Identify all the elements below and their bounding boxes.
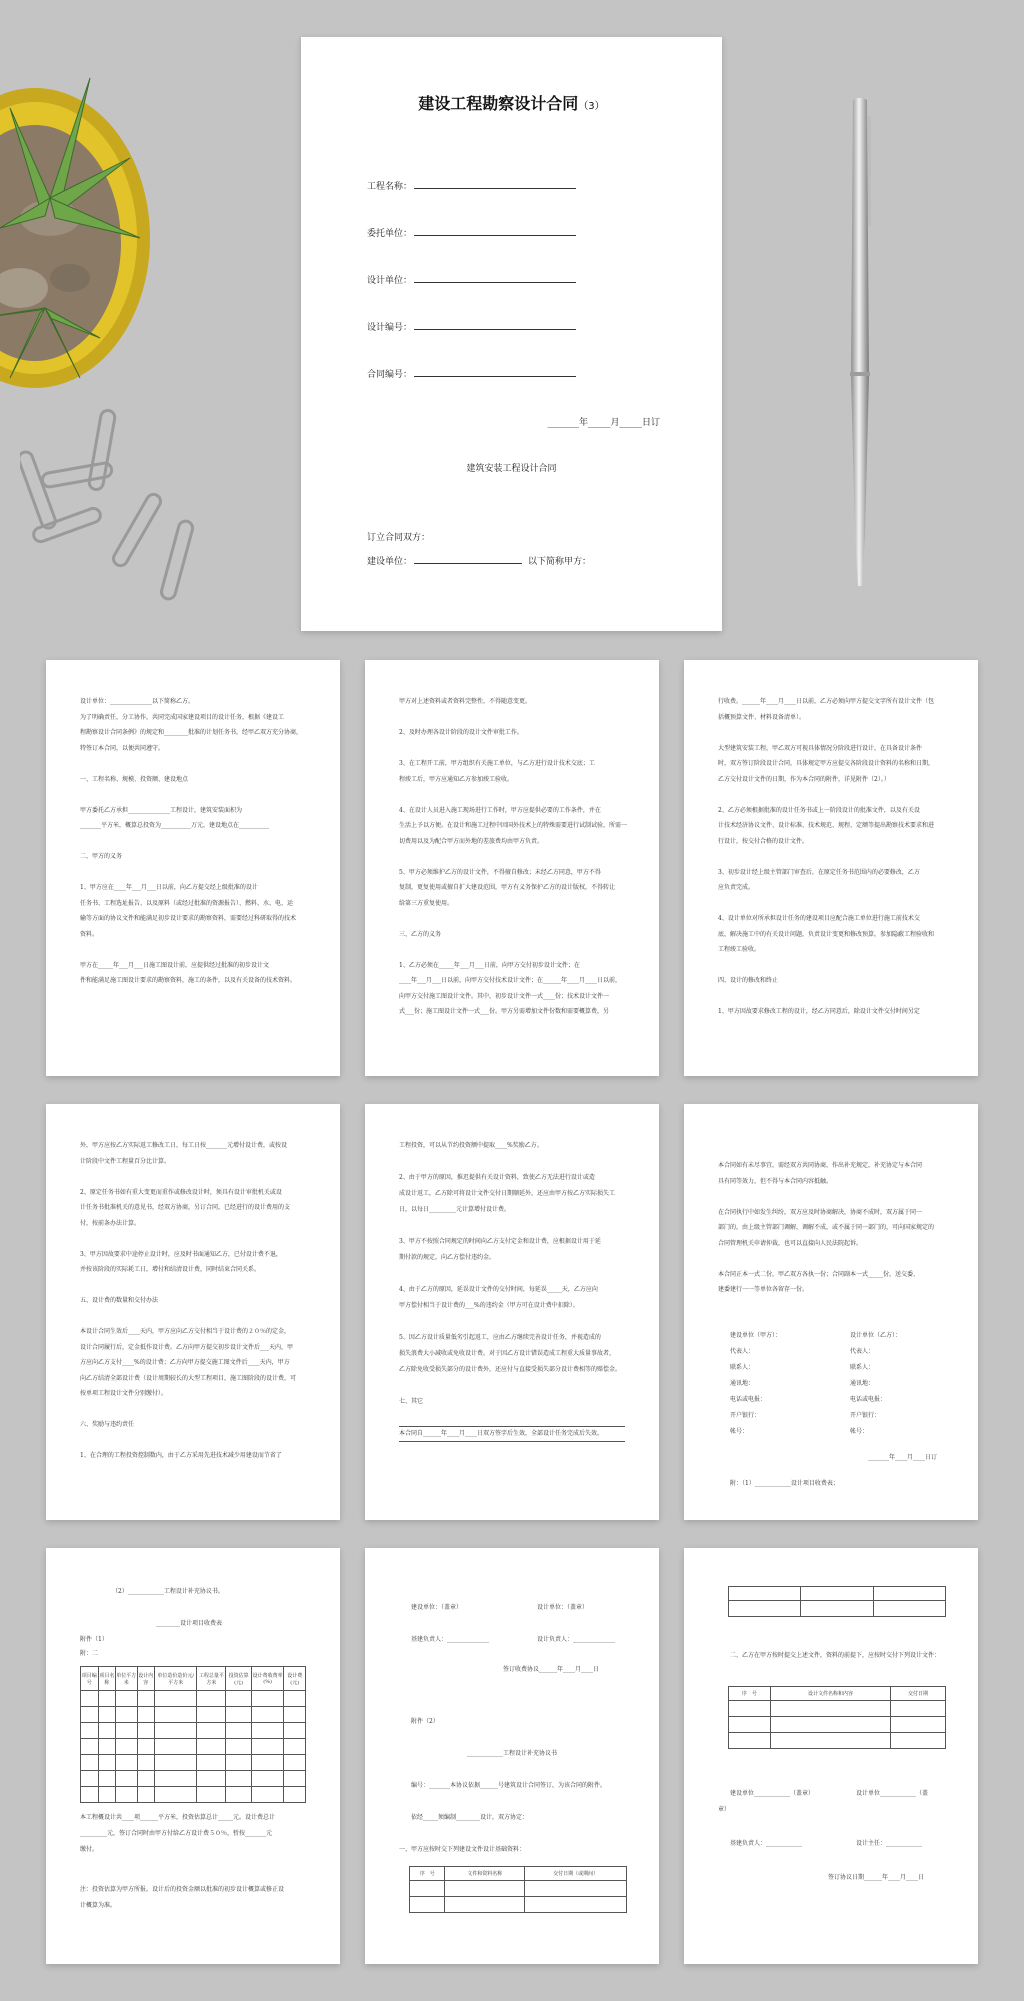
table-cell [284,1755,306,1771]
table-cell [116,1691,137,1707]
sign-label: 设计主任：____________ [856,1840,923,1847]
table-cell [137,1787,155,1803]
table-cell [410,1881,445,1897]
table-cell [116,1723,137,1739]
table-row [81,1723,306,1739]
text-line: 四、设计的修改和终止 [718,977,779,984]
signature-field: 代表人： [730,1348,755,1355]
table-cell [226,1787,251,1803]
text-line: 本合同正本一式二份，甲乙双方各执一份；合同副本一式_____份，送交委、 [718,1270,920,1278]
table-cell [98,1787,116,1803]
signature-field: 帐号： [850,1428,869,1435]
text-line: 4、由于乙方的原因，延误设计文件的交付时间，每延误_____天，乙方应向 [399,1286,598,1293]
text-line: 4、在设计人员进入施工现场进行工作时，甲方应提供必要的工作条件，并在 [399,806,601,814]
text-line: 损失浪费大小减收或免收设计费。对于因乙方设计错误造成工程重大质量事故者， [399,1350,616,1357]
text-line: 复制，更复使用或擅自扩大建设范围，甲方有义务保护乙方的设计版权，不得转让 [399,884,616,891]
table-header-row [729,1687,946,1701]
table-cell [155,1787,197,1803]
text-line: 2、乙方必须根据批准的设计任务书或上一阶段设计的批准文件，以及有关设 [718,806,920,814]
sign-label: 基建负责人：____________ [730,1840,803,1847]
table-cell [98,1723,116,1739]
table-cell [155,1771,197,1787]
contract-page-4 [684,660,978,1076]
text-line: 为了明确责任，分工协作，共同完成国家建设项目的设计任务，根据《建设工 [80,713,285,721]
supplement-text: 二、乙方在甲方按时提交上述文件，资料的前提下，应按时交付下列设计文件： [730,1652,941,1659]
table-row [729,1701,946,1717]
seal-label: 章） [718,1806,731,1813]
table-header-cell: 序 号 [410,1867,445,1881]
table-cell [137,1707,155,1723]
text-line: 计阶段中文件工程量百分比计算。 [80,1157,171,1165]
table-cell [226,1739,251,1755]
text-line: 三、乙方的义务 [399,930,442,938]
text-line: ____年___月___日以前，向甲方交付技术设计文件；在______年____月____日以前， [399,977,622,984]
appendix-line: 附：（1）____________设计项目收费表； [730,1480,839,1487]
table-row [81,1707,306,1723]
table-header-cell: 设计内容 [137,1667,155,1691]
text-line: 工程投资，可以从节约投资额中提取____%奖励乙方。 [399,1142,543,1149]
sign-date: 签订收费协议______年____月____日 [503,1666,600,1673]
table-row [410,1897,627,1913]
table-cell [729,1701,771,1717]
table-cell [81,1691,99,1707]
text-line: 设计单位：______________以下简称乙方。 [80,698,195,705]
table-cell [770,1701,890,1717]
contract-number-field: 合同编号： [367,367,576,380]
table-cell [891,1733,946,1749]
fee-summary: 缴付。 [80,1846,99,1853]
fee-table [80,1666,306,1803]
table-cell [284,1723,306,1739]
design-unit-field: 设计单位： [367,273,576,286]
table-cell [729,1717,771,1733]
table-cell [251,1739,284,1755]
table-cell [137,1771,155,1787]
table-cell [137,1755,155,1771]
text-line: 部门的，由上级主管部门调解，调解不成，或不属于同一部门的，可向国家规定的 [718,1224,935,1231]
appendix-line: （2）____________工程设计补充协议书。 [112,1588,224,1595]
text-line: 付，按前条办法计算。 [80,1219,141,1227]
table-cell [81,1755,99,1771]
text-line: 甲方对上述资料或者资料完整性，不得随意变更。 [399,698,532,705]
contract-subtitle: 建筑安装工程设计合同 [466,464,557,474]
party-a-line: 建设单位： 以下简称甲方： [367,557,592,567]
signature-field: 设计单位（乙方）： [850,1332,902,1339]
seal-label: 设计单位：（盖章） [537,1604,589,1611]
table-row [410,1881,627,1897]
table-cell [873,1587,945,1601]
design-document-table [728,1686,946,1749]
sign-date: _______年_____月_____日订 [547,418,660,428]
table-cell [801,1587,873,1601]
contract-page-5 [46,1104,340,1520]
text-line: 本合同自______年____月____日双方签字后生效，全部设计任务完成后失效。 [399,1430,604,1437]
table-cell [197,1739,226,1755]
table-header-cell: 单位平方米 [116,1667,137,1691]
table-cell [197,1771,226,1787]
signature-field: 帐号： [730,1428,749,1435]
table-header-row [81,1667,306,1691]
divider [399,1426,625,1427]
table-header-cell: 项目名称 [98,1667,116,1691]
table-cell [251,1771,284,1787]
text-line: 5、甲方必须维护乙方的设计文件，不得擅自修改；未经乙方同意，甲方不得 [399,868,601,876]
table-cell [226,1723,251,1739]
table-cell [284,1739,306,1755]
text-line: 时，双方签订阶段设计合同，具体规定甲方应提交各阶段设计资料的名称和日期， [718,760,935,767]
table-cell [525,1881,627,1897]
signature-field: 通讯地： [730,1380,755,1387]
seal-label: 建设单位：（盖章） [411,1604,463,1611]
text-line: 任务书、工程选址报告、以及原料（或经过批准的资源报告）、燃料、水、电、运 [80,899,294,907]
table-cell [891,1701,946,1717]
contract-page-2 [46,660,340,1076]
sign-label: 设计负责人：______________ [537,1636,616,1643]
text-line: 2、及时办理各设计阶段的设计文件审批工作。 [399,729,523,736]
table-cell [197,1787,226,1803]
text-line: 甲方在_____年___月___日施工图设计前，应提供经过批准的初步设计文 [80,961,270,969]
table-cell [155,1691,197,1707]
seal-label: 建设单位____________（盖章） [730,1790,815,1797]
text-line: 3、初步设计经上级主管部门审查后，在原定任务书范围内的必要修改，乙方 [718,868,920,876]
table-cell [445,1881,525,1897]
text-line: 1、在合理的工程投资控制数内，由于乙方采用先进技术减少用建设而节省了 [80,1452,282,1459]
table-cell [226,1691,251,1707]
table-cell [873,1601,945,1617]
text-line: 应负责完成。 [718,884,755,891]
text-line: 二、甲方的义务 [80,853,123,860]
text-line: 乙方除免收受损失部分的设计费外，还应付与直接受损失部分设计费相等的赔偿金。 [399,1366,622,1373]
text-line: 日，以每日_________元计算增付设计费。 [399,1206,511,1213]
fee-summary: _________元，签订合同时由甲方付给乙方设计费５０％，暂按_______元 [80,1830,273,1837]
table-cell [251,1755,284,1771]
text-line: 输等方面的协议文件和能满足初步设计要求的勘察资料，需要经过科研取得的技术 [80,915,297,922]
table-cell [284,1707,306,1723]
table-cell [197,1723,226,1739]
note: 计概算为准。 [80,1902,117,1909]
sign-date: 签订协议日期______年____月____日 [828,1874,925,1881]
paper-clips-decoration [20,400,210,620]
table-cell [891,1717,946,1733]
text-line: 2、原定任务书如有重大变更而重作或修改设计时，须具有设计审批机关或设 [80,1188,282,1196]
text-line: 工程竣工验收。 [718,946,761,953]
text-line: 成设计返工，乙方除可将设计文件交付日期顺延外，还应由甲方按乙方实际损失工 [399,1190,616,1197]
pen-decoration [835,96,885,596]
signature-field: 联系人： [850,1364,875,1371]
text-line: 5、因乙方设计质量低劣引起返工，应由乙方继续完善设计任务，并视造成的 [399,1334,601,1341]
table-cell [137,1723,155,1739]
text-line: 一、工程名称、规模、投资额、建设地点 [80,775,189,783]
table-row [729,1717,946,1733]
table-header-cell: 设计费(元) [284,1667,306,1691]
text-line: 1、甲方应在____年___月___日以前，向乙方提交经上级批准的设计 [80,884,258,891]
sign-label: 基建负责人：______________ [411,1636,490,1643]
text-line: 生活上予以方便。在设计和施工过程中因国外技术上的特殊需要进行试制试验，所需一 [399,822,628,829]
text-line: 行设计，按交付合格的设计文件。 [718,837,809,845]
table-cell [284,1691,306,1707]
table-header-cell: 投资估算(元) [226,1667,251,1691]
table-cell [155,1707,197,1723]
table-cell [770,1733,890,1749]
party-heading: 订立合同双方： [367,533,431,543]
text-line: 程竣工后，甲方应通知乙方参加竣工验收。 [399,775,514,783]
text-line: 具有同等效力，但不得与本合同内容抵触。 [718,1177,833,1185]
table-cell [410,1897,445,1913]
contract-page-3 [365,660,659,1076]
table-cell [81,1771,99,1787]
table-cell [155,1755,197,1771]
table-cell [284,1787,306,1803]
table-header-cell: 交付日期 [891,1687,946,1701]
seal-label: 设计单位____________（盖 [856,1790,929,1797]
sign-date: _______年____月____日订 [868,1454,938,1461]
table-cell [116,1787,137,1803]
contract-page-6 [365,1104,659,1520]
text-line: 七、其它 [399,1398,424,1405]
table-cell [284,1771,306,1787]
table-cell [251,1691,284,1707]
table-cell [155,1723,197,1739]
text-line: 计任务书批准机关的意见书，经双方协商，另订合同，已经进行的设计费用的支 [80,1204,291,1211]
text-line: 给第三方重复使用。 [399,899,454,907]
text-line: 切费用以及为配合甲方而外地的差旅费均由甲方负责。 [399,837,544,845]
table-cell [116,1739,137,1755]
signature-field: 代表人： [850,1348,875,1355]
table-header-cell: 文件和资料名称 [445,1867,525,1881]
contract-page-10 [684,1548,978,1964]
design-number-field: 设计编号： [367,320,576,333]
table-cell [525,1897,627,1913]
supplement-text: 依经_____须编制________设计，双方协定： [411,1814,529,1821]
text-line: 五、设计费的数量和交付办法 [80,1297,159,1304]
table-cell [226,1707,251,1723]
table-cell [251,1723,284,1739]
table-cell [98,1755,116,1771]
signature-field: 开户银行： [730,1412,761,1419]
text-line: 六、奖励与违约责任 [80,1421,135,1428]
table-cell [116,1707,137,1723]
text-line: 资料。 [80,930,99,938]
text-line: 3、甲方因故要求中途停止设计时，应及时书面通知乙方，已付设计费不退， [80,1250,282,1258]
text-line: 3、在工程开工前，甲方组织有关施工单位，与乙方进行设计技术交底；工 [399,760,595,767]
table-row [81,1787,306,1803]
table-header-cell: 单位造价造价元/平方米 [155,1667,197,1691]
project-name-field: 工程名称： [367,179,576,192]
supplement-text: 一、甲方应按时交下列建设文件设计基础资料： [399,1846,526,1853]
table-cell [98,1691,116,1707]
table-header-cell: 交付日期（或期间） [525,1867,627,1881]
document-table [409,1866,627,1913]
appendix-label: 附件（2） [411,1718,439,1725]
contract-title: 建设工程勘察设计合同（3） [418,94,605,113]
text-line: 计技术经济协议文件、设计标准、技术规范、规程、定额等提出勘察技术要求和进 [718,822,935,829]
text-line: 建委建行一一等单位各留存一份。 [718,1286,809,1293]
contract-page-7 [684,1104,978,1520]
text-line: 括概预算文件、材料设备清单）。 [718,713,806,721]
table-cell [251,1787,284,1803]
table-cell [137,1739,155,1755]
text-line: 并按该阶段的实际耗工日，增付和结清设计费，同时结束合同关系。 [80,1266,261,1273]
signature-field: 开户银行： [850,1412,881,1419]
supplement-title: ____________工程设计补充协议书 [467,1750,558,1757]
table-cell [155,1739,197,1755]
table-header-row [410,1867,627,1881]
signature-field: 建设单位（甲方）： [730,1332,782,1339]
text-line: 甲方委托乙方承担______________工程设计，建筑安装面积为 [80,806,243,814]
table-cell [98,1771,116,1787]
fee-table-title: ________设计项目收费表 [156,1620,223,1627]
table-cell [226,1771,251,1787]
table-cell [98,1739,116,1755]
table-cell [445,1897,525,1913]
table-cell [197,1755,226,1771]
table-cell [801,1601,873,1617]
table-cell [729,1601,801,1617]
text-line: 合同管理机关申请仲裁，也可以直接向人民法院起诉。 [718,1239,863,1247]
table-header-cell: 序 号 [729,1687,771,1701]
text-line: 乙方交付设计文件的日期，作为本合同的附件，详见附件（2）。） [718,775,890,783]
table-header-cell: 项目编号 [81,1667,99,1691]
table-row [81,1739,306,1755]
contract-page-9 [365,1548,659,1964]
appendix-label: 附：二 [80,1650,99,1657]
signature-field: 联系人： [730,1364,755,1371]
table-cell [770,1717,890,1733]
text-line: 向乙方结清全部设计费（设计周期较长的大型工程项目，施工图阶段的设计费，可 [80,1374,297,1382]
table-cell [116,1755,137,1771]
fee-summary: 本工程概设计共____项______平方米，投资估算总计_____元。设计费总计 [80,1814,276,1821]
table-row [729,1733,946,1749]
table-cell [729,1587,801,1601]
table-row [81,1771,306,1787]
table-cell [197,1707,226,1723]
table-cell [251,1707,284,1723]
text-line: 向甲方交付施工图设计文件。其中，初步设计文件一式____份；技术设计文件一 [399,992,610,1000]
text-line: 2、由于甲方的原因，推迟提供有关设计资料，致使乙方无法进行设计或造 [399,1174,595,1181]
empty-table [728,1586,946,1617]
table-cell [81,1723,99,1739]
potted-succulent-decoration [0,48,170,428]
signature-field: 电话或电报： [730,1396,767,1403]
text-line: 程勘察设计合同条例》的规定和________批准的计划任务书，经甲乙双方充分协商， [80,729,303,736]
appendix-label: 附件（1） [80,1636,108,1643]
text-line: 件和能满足施工图设计要求的勘察资料，施工的条件，以及有关设备的技术资料。 [80,977,297,984]
text-line: 本合同如有未尽事宜，需经双方共同协商，作出补充规定，补充协定与本合同 [718,1162,923,1169]
table-row [729,1587,946,1601]
table-row [81,1755,306,1771]
text-line: 方应向乙方支付____%的设计费；乙方向甲方提交施工图文件后____天内，甲方 [80,1359,290,1366]
client-unit-field: 委托单位： [367,226,576,239]
signature-field: 通讯地： [850,1380,875,1387]
text-line: 在合同执行中如发生纠纷，双方应及时协商解决，协商不成时，双方属于同一 [718,1208,923,1216]
text-line: 3、甲方不按照合同规定的时间向乙方支付定金和设计费，应根据设计用于延 [399,1238,601,1245]
table-cell [729,1733,771,1749]
divider [399,1441,625,1442]
table-header-cell: 设计文件名称和内容 [770,1687,890,1701]
text-line: 行收费。______年____月____日以前，乙方必须向甲方提交文字所有设计文件（包 [718,698,935,705]
table-cell [137,1691,155,1707]
text-line: 期付款的规定，向乙方偿付违约金。 [399,1254,496,1261]
table-cell [98,1707,116,1723]
text-line: 甲方偿付相当于设计费的___%的违约金（甲方可在设计费中扣除）。 [399,1302,579,1309]
table-cell [81,1707,99,1723]
table-row [81,1691,306,1707]
supplement-text: 编号：_______本协议依据______号建筑设计合同签订，为该合同的附件。 [411,1782,607,1789]
text-line: 设计合同履行后，定金抵作设计费。乙方向甲方提交初步设计文件后___天内，甲 [80,1343,294,1351]
text-line: 大型建筑安装工程，甲乙双方可视具体情况分阶段进行设计，在具备设计条件 [718,744,923,752]
signature-field: 电话或电报： [850,1396,887,1403]
table-header-cell: 工程总量平方米 [197,1667,226,1691]
text-line: 1、乙方必须在_____年___月___日前，向甲方交付初步设计文件；在 [399,961,580,969]
table-cell [226,1755,251,1771]
contract-cover-page [301,37,722,631]
table-row [729,1601,946,1617]
table-cell [81,1739,99,1755]
text-line: 特签订本合同，以便共同遵守。 [80,744,165,752]
text-line: 按单项工程设计文件分别缴付）。 [80,1390,168,1397]
text-line: 本设计合同生效后____天内，甲方应向乙方交付相当于设计费的２０％的定金， [80,1328,291,1335]
text-line: 式___份；施工图设计文件一式___份。甲方另需增加文件份数和需要概算费，另 [399,1008,610,1015]
text-line: 4、设计单位对所承担设计任务的建设项目应配合施工单位进行施工前技术交 [718,915,920,922]
table-header-cell: 设计费收费率(%) [251,1667,284,1691]
text-line: 1、甲方因故要求修改工程的设计，经乙方同意后，除设计文件交付时间另定 [718,1008,920,1015]
text-line: 底，解决施工中的有关设计问题，负责设计变更和修改预算，参加隐蔽工程验收和 [718,930,935,938]
note: 注：投资估算为甲方所报。设计后的投资金额以批准的初步设计概算或修正设 [80,1886,285,1893]
table-cell [197,1691,226,1707]
table-cell [116,1771,137,1787]
text-line: 外，甲方应按乙方实际返工修改工日，每工日按_______元增付设计费，或按设 [80,1142,288,1149]
text-line: _______平方米，概算总投资为__________万元，建设地点在__________ [80,822,270,829]
table-cell [81,1787,99,1803]
contract-page-8 [46,1548,340,1964]
